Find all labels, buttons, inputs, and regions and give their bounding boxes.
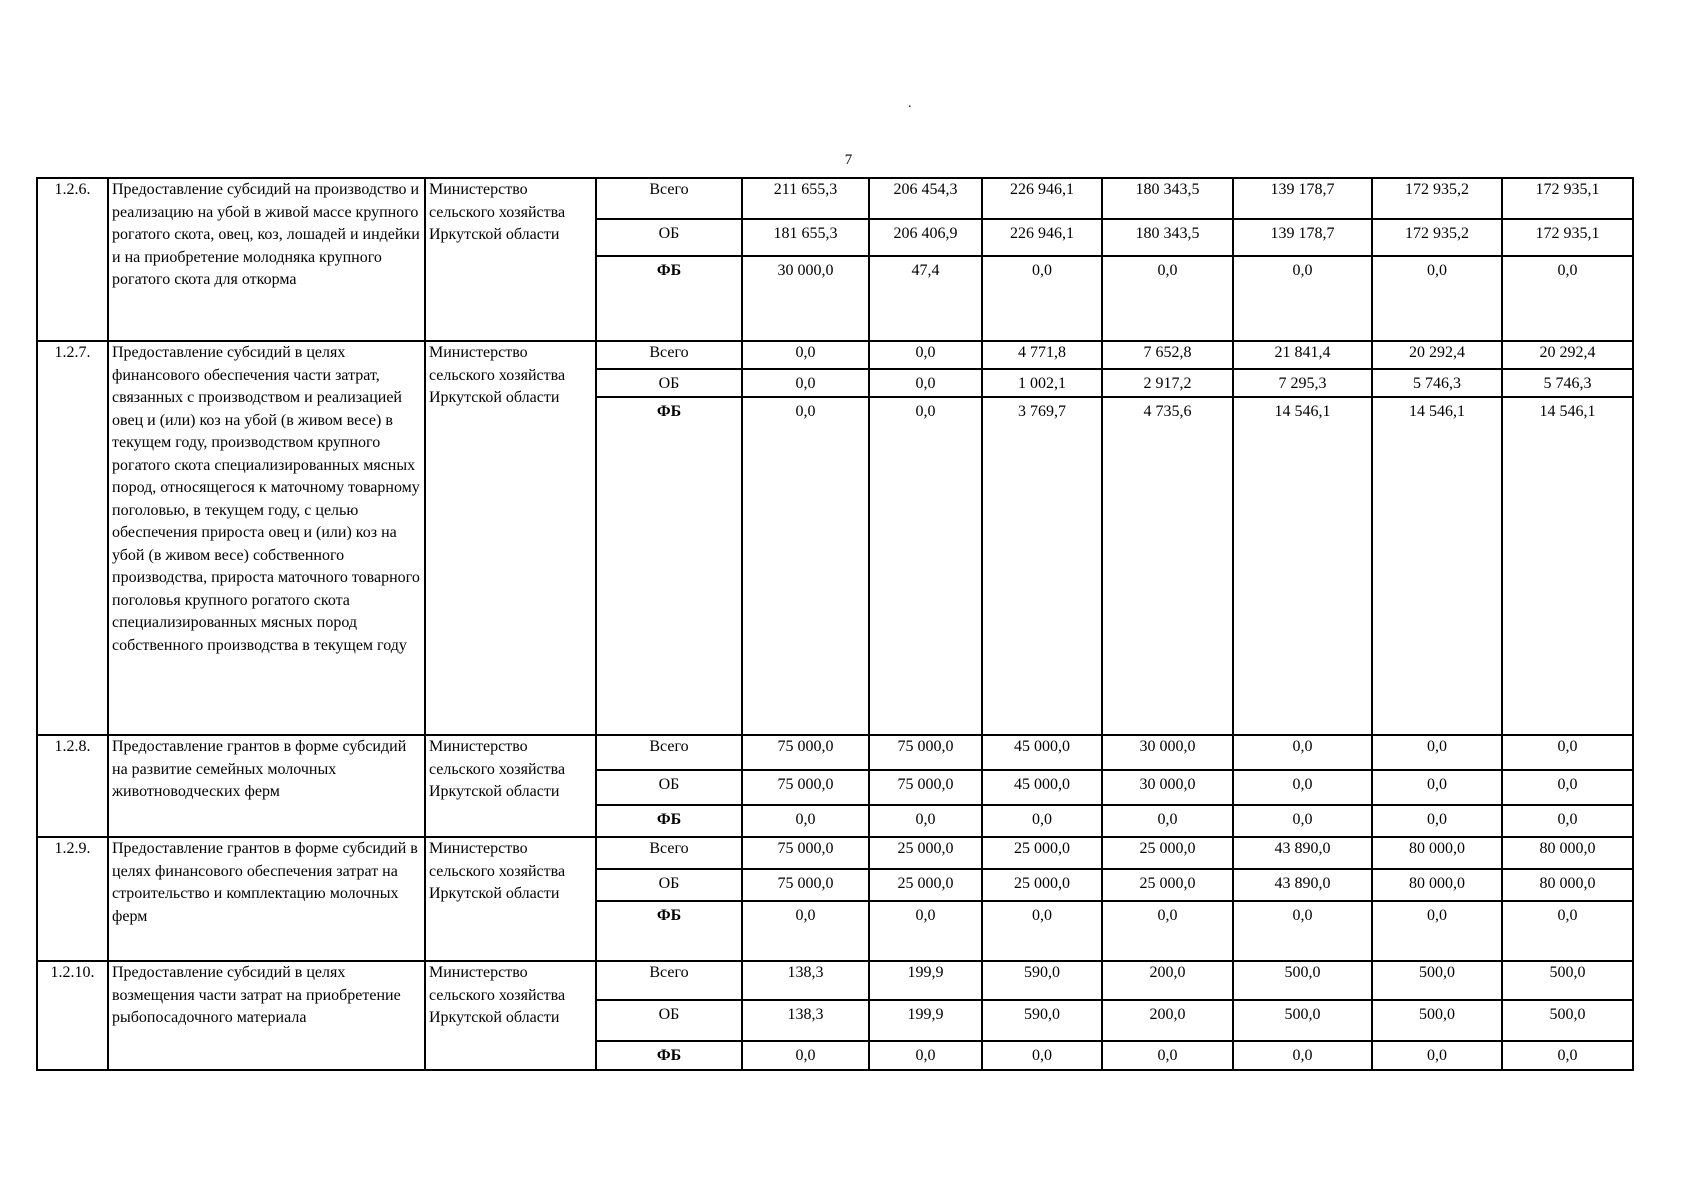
value-cell: 226 946,1 <box>982 219 1102 256</box>
value-cell: 1 002,1 <box>982 369 1102 397</box>
value-cell: 0,0 <box>1233 1041 1372 1070</box>
value-cell: 0,0 <box>869 341 982 369</box>
value-cell: 0,0 <box>1372 805 1502 837</box>
value-cell: 5 746,3 <box>1372 369 1502 397</box>
funding-source-label: Всего <box>596 735 742 770</box>
value-cell: 0,0 <box>982 1041 1102 1070</box>
value-cell: 75 000,0 <box>869 770 982 805</box>
value-cell: 590,0 <box>982 1000 1102 1041</box>
value-cell: 172 935,2 <box>1372 178 1502 219</box>
value-cell: 0,0 <box>1502 805 1633 837</box>
stray-dot: . <box>908 96 912 111</box>
item-executor: Министерство сельского хозяйства Иркутской области <box>425 837 596 961</box>
funding-source-label: ФБ <box>596 397 742 735</box>
value-cell: 30 000,0 <box>742 256 869 341</box>
value-cell: 0,0 <box>1233 735 1372 770</box>
value-cell: 7 652,8 <box>1102 341 1233 369</box>
value-cell: 0,0 <box>1233 770 1372 805</box>
value-cell: 25 000,0 <box>982 869 1102 901</box>
value-cell: 0,0 <box>982 256 1102 341</box>
item-name: Предоставление грантов в форме субсидий в целях финансового обеспечения затрат на строительство и комплектацию молочных ферм <box>108 837 425 961</box>
value-cell: 0,0 <box>1372 901 1502 961</box>
value-cell: 139 178,7 <box>1233 178 1372 219</box>
value-cell: 25 000,0 <box>869 869 982 901</box>
funding-source-label: Всего <box>596 178 742 219</box>
item-code: 1.2.6. <box>37 178 108 341</box>
value-cell: 226 946,1 <box>982 178 1102 219</box>
value-cell: 80 000,0 <box>1372 869 1502 901</box>
value-cell: 138,3 <box>742 961 869 1000</box>
value-cell: 0,0 <box>742 369 869 397</box>
funding-source-label: ОБ <box>596 1000 742 1041</box>
value-cell: 500,0 <box>1233 961 1372 1000</box>
value-cell: 7 295,3 <box>1233 369 1372 397</box>
value-cell: 5 746,3 <box>1502 369 1633 397</box>
value-cell: 199,9 <box>869 961 982 1000</box>
value-cell: 0,0 <box>1372 1041 1502 1070</box>
value-cell: 47,4 <box>869 256 982 341</box>
value-cell: 0,0 <box>1102 256 1233 341</box>
value-cell: 0,0 <box>1372 770 1502 805</box>
value-cell: 14 546,1 <box>1372 397 1502 735</box>
value-cell: 0,0 <box>869 1041 982 1070</box>
value-cell: 75 000,0 <box>742 837 869 869</box>
value-cell: 45 000,0 <box>982 735 1102 770</box>
value-cell: 200,0 <box>1102 1000 1233 1041</box>
value-cell: 2 917,2 <box>1102 369 1233 397</box>
value-cell: 172 935,2 <box>1372 219 1502 256</box>
value-cell: 43 890,0 <box>1233 869 1372 901</box>
value-cell: 75 000,0 <box>742 869 869 901</box>
value-cell: 500,0 <box>1372 1000 1502 1041</box>
value-cell: 0,0 <box>1102 1041 1233 1070</box>
value-cell: 0,0 <box>742 901 869 961</box>
value-cell: 0,0 <box>869 901 982 961</box>
table-row <box>37 735 1633 770</box>
item-name: Предоставление субсидий на производство и реализацию на убой в живой массе крупного рогатого скота, овец, коз, лошадей и индейки и на приобретение молодняка крупного рогатого скота для откорма <box>108 178 425 341</box>
value-cell: 0,0 <box>1102 901 1233 961</box>
value-cell: 0,0 <box>1233 256 1372 341</box>
value-cell: 172 935,1 <box>1502 219 1633 256</box>
value-cell: 211 655,3 <box>742 178 869 219</box>
item-name: Предоставление грантов в форме субсидий на развитие семейных молочных животноводческих ферм <box>108 735 425 837</box>
value-cell: 0,0 <box>869 397 982 735</box>
value-cell: 30 000,0 <box>1102 735 1233 770</box>
value-cell: 0,0 <box>1502 901 1633 961</box>
funding-source-label: ОБ <box>596 869 742 901</box>
value-cell: 25 000,0 <box>869 837 982 869</box>
value-cell: 0,0 <box>869 369 982 397</box>
value-cell: 206 406,9 <box>869 219 982 256</box>
value-cell: 14 546,1 <box>1502 397 1633 735</box>
value-cell: 172 935,1 <box>1502 178 1633 219</box>
value-cell: 0,0 <box>1233 805 1372 837</box>
value-cell: 80 000,0 <box>1372 837 1502 869</box>
item-executor: Министерство сельского хозяйства Иркутской области <box>425 961 596 1070</box>
table-row <box>37 178 1633 219</box>
value-cell: 0,0 <box>1502 770 1633 805</box>
funding-source-label: ОБ <box>596 369 742 397</box>
value-cell: 30 000,0 <box>1102 770 1233 805</box>
value-cell: 180 343,5 <box>1102 219 1233 256</box>
funding-source-label: ОБ <box>596 770 742 805</box>
funding-source-label: ФБ <box>596 256 742 341</box>
value-cell: 139 178,7 <box>1233 219 1372 256</box>
value-cell: 21 841,4 <box>1233 341 1372 369</box>
value-cell: 590,0 <box>982 961 1102 1000</box>
value-cell: 138,3 <box>742 1000 869 1041</box>
item-code: 1.2.8. <box>37 735 108 837</box>
funding-source-label: ФБ <box>596 1041 742 1070</box>
value-cell: 181 655,3 <box>742 219 869 256</box>
value-cell: 200,0 <box>1102 961 1233 1000</box>
value-cell: 20 292,4 <box>1502 341 1633 369</box>
value-cell: 0,0 <box>1102 805 1233 837</box>
funding-source-label: ФБ <box>596 901 742 961</box>
value-cell: 14 546,1 <box>1233 397 1372 735</box>
funding-source-label: Всего <box>596 961 742 1000</box>
table-row <box>37 837 1633 869</box>
item-code: 1.2.10. <box>37 961 108 1070</box>
table-body <box>37 178 1633 1070</box>
value-cell: 500,0 <box>1502 961 1633 1000</box>
value-cell: 0,0 <box>1502 735 1633 770</box>
value-cell: 0,0 <box>1372 256 1502 341</box>
value-cell: 199,9 <box>869 1000 982 1041</box>
value-cell: 0,0 <box>1502 256 1633 341</box>
item-executor: Министерство сельского хозяйства Иркутской области <box>425 178 596 341</box>
value-cell: 180 343,5 <box>1102 178 1233 219</box>
value-cell: 25 000,0 <box>1102 869 1233 901</box>
value-cell: 0,0 <box>1233 901 1372 961</box>
value-cell: 0,0 <box>742 805 869 837</box>
value-cell: 43 890,0 <box>1233 837 1372 869</box>
value-cell: 0,0 <box>1372 735 1502 770</box>
item-code: 1.2.7. <box>37 341 108 735</box>
value-cell: 0,0 <box>1502 1041 1633 1070</box>
value-cell: 45 000,0 <box>982 770 1102 805</box>
value-cell: 0,0 <box>742 1041 869 1070</box>
funding-source-label: Всего <box>596 341 742 369</box>
value-cell: 75 000,0 <box>742 770 869 805</box>
value-cell: 206 454,3 <box>869 178 982 219</box>
value-cell: 0,0 <box>869 805 982 837</box>
value-cell: 4 771,8 <box>982 341 1102 369</box>
value-cell: 80 000,0 <box>1502 869 1633 901</box>
value-cell: 75 000,0 <box>742 735 869 770</box>
value-cell: 25 000,0 <box>982 837 1102 869</box>
table-row <box>37 961 1633 1000</box>
value-cell: 4 735,6 <box>1102 397 1233 735</box>
value-cell: 500,0 <box>1372 961 1502 1000</box>
funding-source-label: Всего <box>596 837 742 869</box>
value-cell: 80 000,0 <box>1502 837 1633 869</box>
value-cell: 500,0 <box>1502 1000 1633 1041</box>
value-cell: 25 000,0 <box>1102 837 1233 869</box>
table-row <box>37 341 1633 369</box>
page-number: 7 <box>844 152 853 168</box>
funding-source-label: ФБ <box>596 805 742 837</box>
value-cell: 0,0 <box>982 901 1102 961</box>
value-cell: 75 000,0 <box>869 735 982 770</box>
funding-source-label: ОБ <box>596 219 742 256</box>
value-cell: 0,0 <box>742 341 869 369</box>
item-name: Предоставление субсидий в целях финансового обеспечения части затрат, связанных с производством и реализацией овец и (или) коз на убой (в живом весе) в текущем году, производством крупного рогатого скота специализированных мясных пород, относящегося к маточному товарному поголовью, в текущем году, с целью обеспечения прироста овец и (или) коз на убой (в живом весе) собственного производства, прироста маточного товарного поголовья крупного рогатого скота специализированных мясных пород собственного производства в текущем году <box>108 341 425 735</box>
item-executor: Министерство сельского хозяйства Иркутской области <box>425 735 596 837</box>
value-cell: 0,0 <box>742 397 869 735</box>
value-cell: 0,0 <box>982 805 1102 837</box>
value-cell: 3 769,7 <box>982 397 1102 735</box>
value-cell: 500,0 <box>1233 1000 1372 1041</box>
value-cell: 20 292,4 <box>1372 341 1502 369</box>
item-code: 1.2.9. <box>37 837 108 961</box>
program-table <box>36 177 1634 1071</box>
item-executor: Министерство сельского хозяйства Иркутской области <box>425 341 596 735</box>
item-name: Предоставление субсидий в целях возмещения части затрат на приобретение рыбопосадочного материала <box>108 961 425 1070</box>
